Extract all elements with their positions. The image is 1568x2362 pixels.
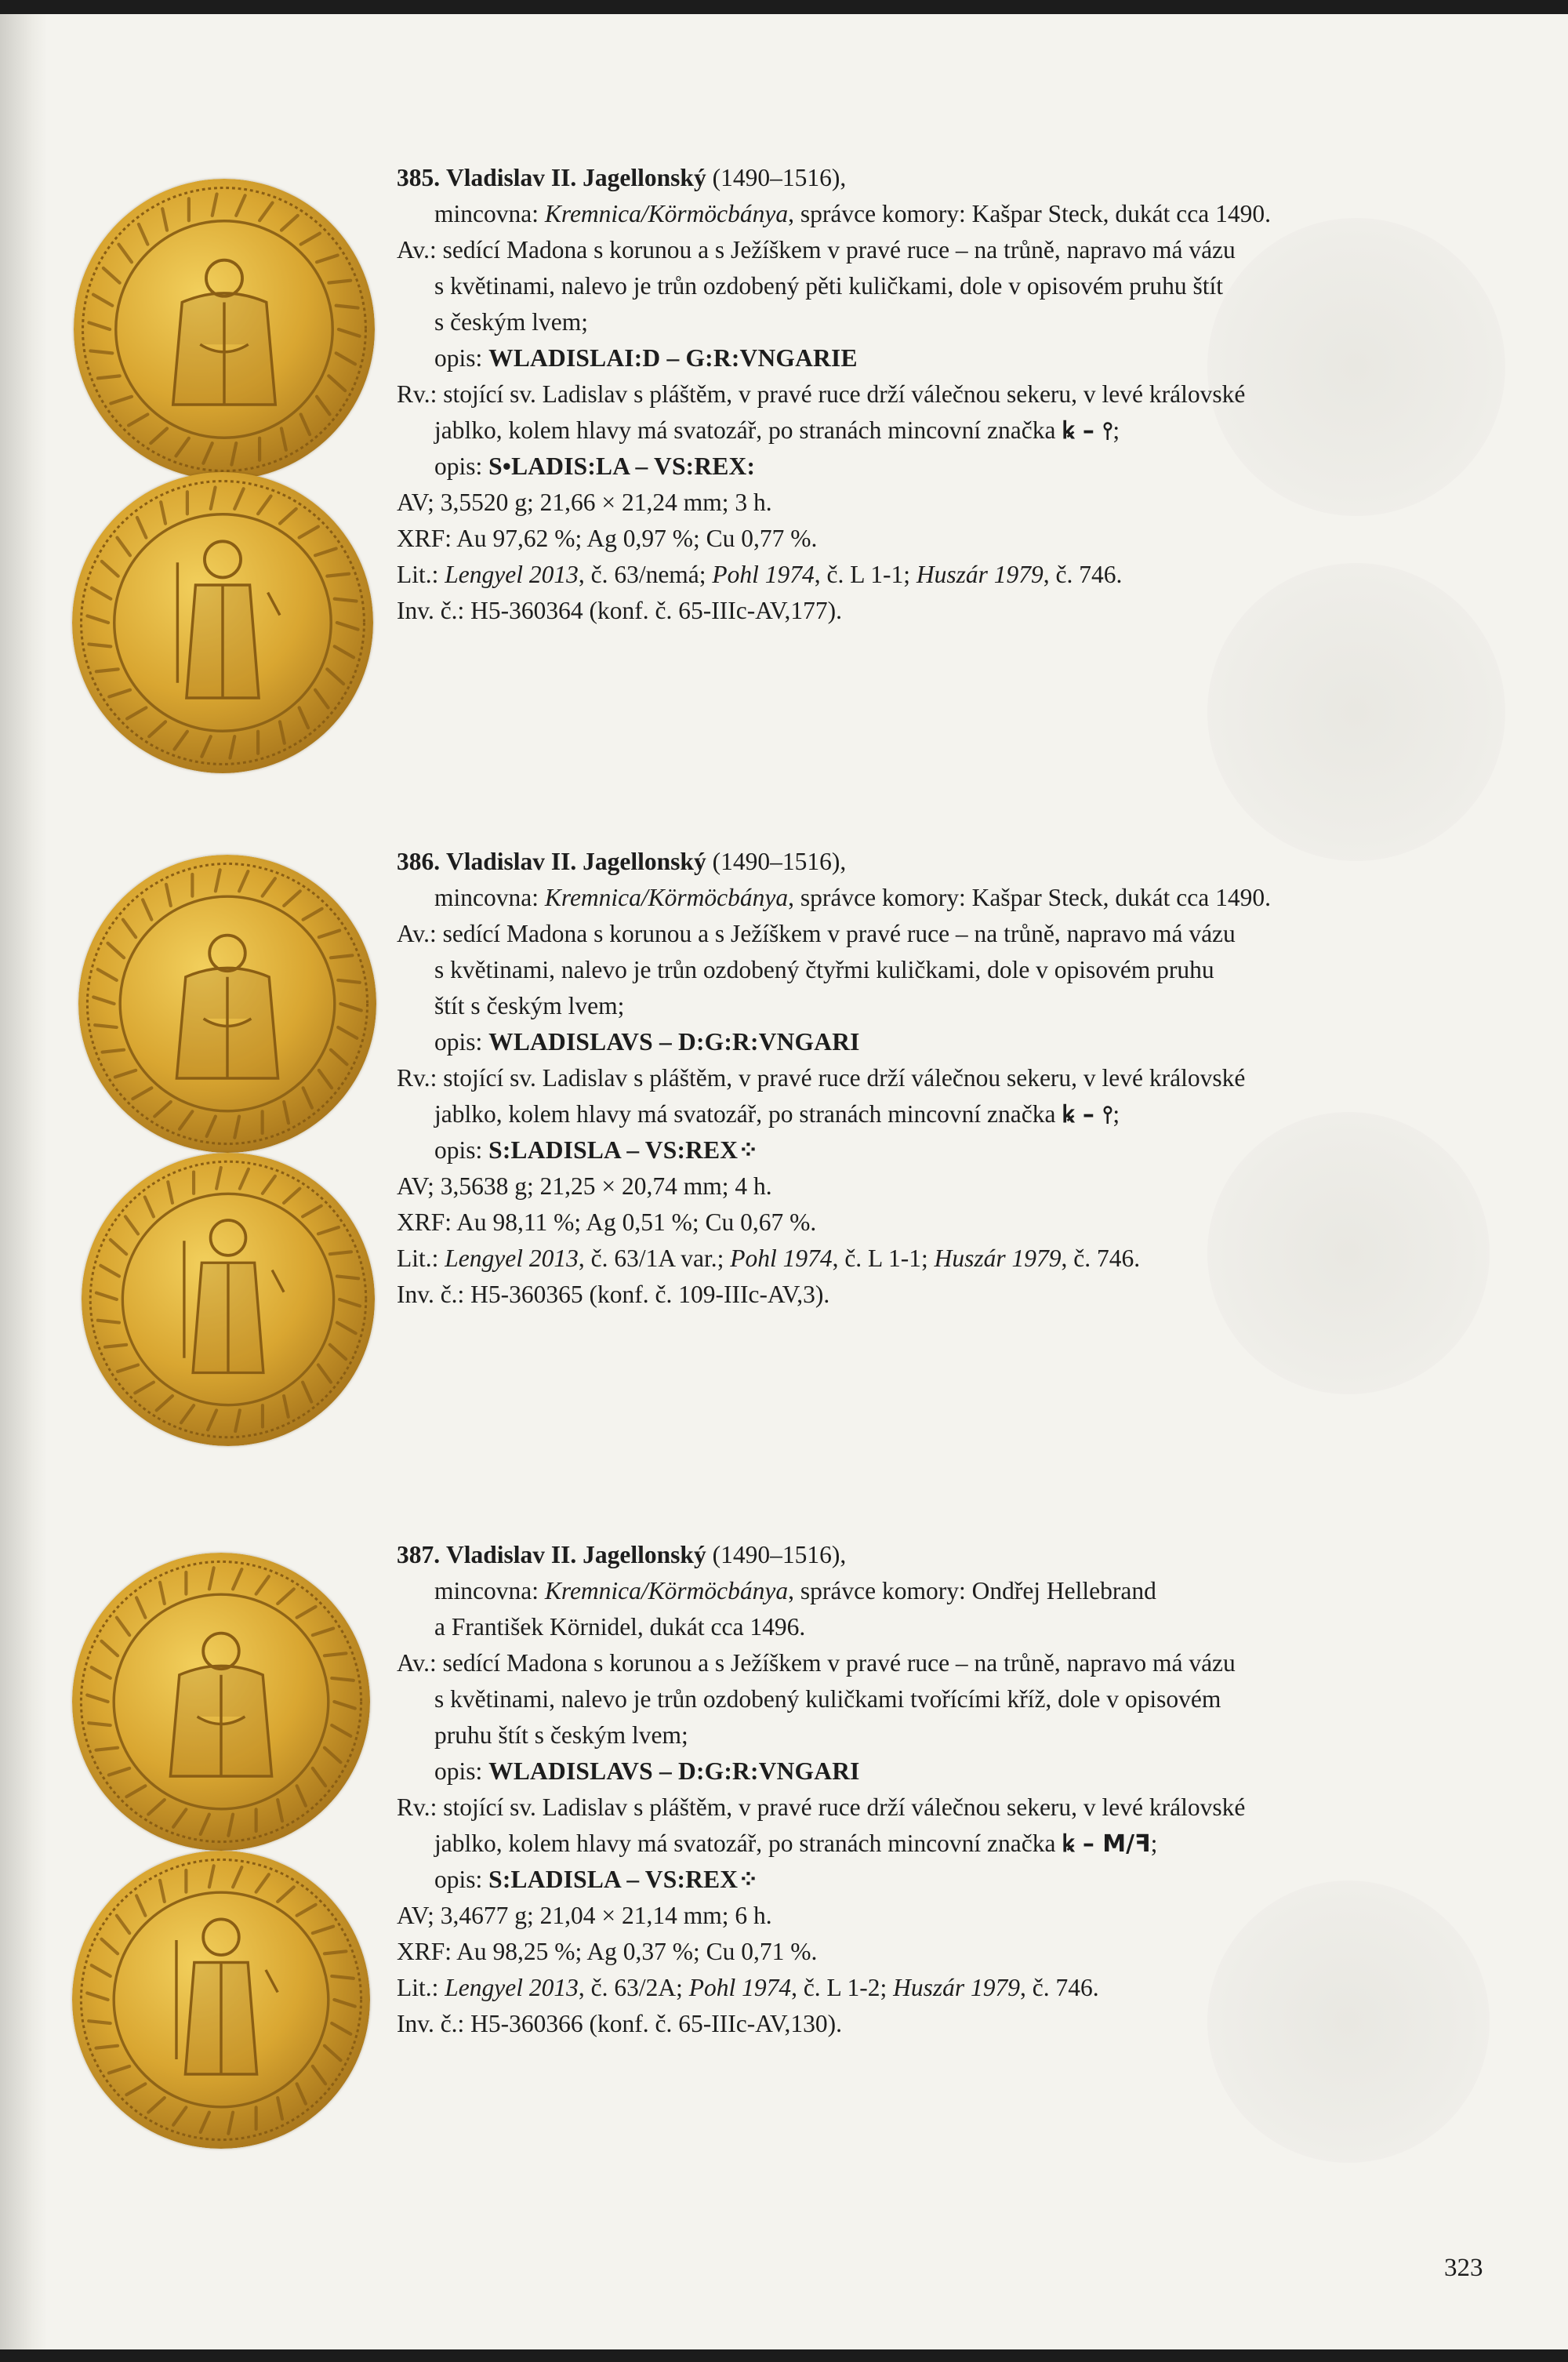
reverse-text-end: ; <box>1112 416 1120 444</box>
obverse-line-continued <box>434 952 1214 988</box>
inventory-number: Inv. č.: H5-360364 (konf. č. 65-IIIc-AV,177). <box>397 597 843 624</box>
reverse-label: Rv.: <box>397 1793 437 1821</box>
obverse-text: s květinami, nalevo je trůn ozdobený pěti kuličkami, dole v opisovém pruhu štít <box>434 272 1224 300</box>
entry-title <box>397 1537 846 1573</box>
bleed-through-coin <box>1207 1112 1490 1394</box>
obverse-label: Av.: <box>397 236 437 263</box>
literature-ref-detail: , č. L 1-1; <box>832 1245 928 1272</box>
obverse-line-continued <box>434 988 624 1024</box>
reverse-line-continued <box>434 412 1120 449</box>
obverse-text: pruhu štít s českým lvem; <box>434 1721 688 1749</box>
literature-ref-detail: , č. 63/nemá; <box>578 561 706 588</box>
catalog-page <box>0 14 1568 2349</box>
metrology-line <box>397 485 772 521</box>
obverse-legend-line <box>434 340 858 376</box>
legend-label: opis: <box>434 1866 483 1893</box>
reverse-line-continued <box>434 1096 1120 1132</box>
inventory-number: Inv. č.: H5-360365 (konf. č. 109-IIIc-AV,3). <box>397 1281 830 1308</box>
inventory-line <box>397 593 842 629</box>
obverse-legend: WLADISLAVS – D:G:R:VNGARI <box>488 1757 860 1785</box>
coin-386-obverse <box>78 855 376 1153</box>
reign-years: (1490–1516), <box>712 164 847 191</box>
reign-years: (1490–1516), <box>712 1541 847 1568</box>
xrf-analysis: XRF: Au 98,11 %; Ag 0,51 %; Cu 0,67 %. <box>397 1208 817 1236</box>
literature-label: Lit.: <box>397 561 439 588</box>
reverse-legend-line <box>434 1862 759 1898</box>
legend-label: opis: <box>434 344 483 372</box>
reverse-text: stojící sv. Ladislav s pláštěm, v pravé ruce drží válečnou sekeru, v levé královské <box>443 1793 1246 1821</box>
literature-ref: Lengyel 2013 <box>445 1245 579 1272</box>
obverse-legend: WLADISLAI:D – G:R:VNGARIE <box>488 344 858 372</box>
ruler-name: Vladislav II. Jagellonský <box>446 1541 706 1568</box>
reverse-legend-line <box>434 449 755 485</box>
bleed-through-coin <box>1207 1881 1490 2163</box>
literature-ref-detail: , č. 746. <box>1020 1974 1099 2001</box>
mint-mark: ꝃ – M/ꟻ <box>1062 1830 1151 1858</box>
reverse-line <box>397 1790 1245 1826</box>
mint-line <box>434 1573 1156 1609</box>
legend-label: opis: <box>434 1136 483 1164</box>
reverse-line <box>397 1060 1245 1096</box>
obverse-text: sedící Madona s korunou a s Ježíškem v pravé ruce – na trůně, napravo má vázu <box>442 920 1236 947</box>
literature-label: Lit.: <box>397 1245 439 1272</box>
mint-mark: ꝃ – ⫯ <box>1062 1101 1113 1128</box>
obverse-text: štít s českým lvem; <box>434 992 625 1019</box>
entry-number: 387. <box>397 1541 441 1568</box>
mint-line <box>434 196 1271 232</box>
obverse-line-continued <box>434 1717 688 1753</box>
obverse-line-continued <box>434 304 588 340</box>
literature-line <box>397 557 1122 593</box>
reverse-label: Rv.: <box>397 380 437 408</box>
reverse-text: stojící sv. Ladislav s pláštěm, v pravé ruce drží válečnou sekeru, v levé královské <box>443 1064 1246 1092</box>
inventory-line <box>397 1277 829 1313</box>
coin-386-reverse <box>82 1153 375 1446</box>
mint-name: Kremnica/Körmöcbánya <box>544 200 789 227</box>
coin-387-reverse <box>72 1851 370 2149</box>
ruler-name: Vladislav II. Jagellonský <box>446 164 706 191</box>
obverse-line <box>397 916 1236 952</box>
reverse-text: jablko, kolem hlavy má svatozář, po stranách mincovní značka <box>434 416 1056 444</box>
metrology: AV; 3,5638 g; 21,25 × 20,74 mm; 4 h. <box>397 1172 772 1200</box>
obverse-legend-line <box>434 1024 860 1060</box>
metrology: AV; 3,4677 g; 21,04 × 21,14 mm; 6 h. <box>397 1902 772 1929</box>
literature-line <box>397 1241 1140 1277</box>
xrf-analysis: XRF: Au 97,62 %; Ag 0,97 %; Cu 0,77 %. <box>397 525 818 552</box>
entry-number: 385. <box>397 164 441 191</box>
reverse-text: jablko, kolem hlavy má svatozář, po stranách mincovní značka <box>434 1100 1056 1128</box>
literature-ref-detail: , č. 63/2A; <box>578 1974 683 2001</box>
reverse-text-end: ; <box>1150 1830 1158 1857</box>
mint-name: Kremnica/Körmöcbánya <box>544 884 789 911</box>
mint-line-continued <box>434 1609 805 1645</box>
metrology: AV; 3,5520 g; 21,66 × 21,24 mm; 3 h. <box>397 489 772 516</box>
mint-details-continued: a František Körnidel, dukát cca 1496. <box>434 1613 806 1641</box>
xrf-analysis: XRF: Au 98,25 %; Ag 0,37 %; Cu 0,71 %. <box>397 1938 818 1965</box>
literature-ref-detail: , č. 746. <box>1043 561 1123 588</box>
literature-ref: Huszár 1979 <box>893 1974 1021 2001</box>
mint-details: , správce komory: Kašpar Steck, dukát cca 1490. <box>788 884 1271 911</box>
literature-ref: Pohl 1974 <box>712 561 815 588</box>
literature-ref: Huszár 1979 <box>916 561 1044 588</box>
page-number: 323 <box>1444 2254 1483 2282</box>
inventory-number: Inv. č.: H5-360366 (konf. č. 65-IIIc-AV,130). <box>397 2010 843 2037</box>
literature-ref-detail: , č. L 1-1; <box>814 561 910 588</box>
xrf-line <box>397 521 817 557</box>
reverse-line <box>397 376 1245 412</box>
reign-years: (1490–1516), <box>712 848 847 875</box>
literature-line <box>397 1970 1099 2006</box>
literature-ref-detail: , č. 63/1A var.; <box>578 1245 724 1272</box>
literature-label: Lit.: <box>397 1974 439 2001</box>
entry-title <box>397 160 846 196</box>
literature-ref-detail: , č. 746. <box>1061 1245 1141 1272</box>
literature-ref: Pohl 1974 <box>688 1974 792 2001</box>
literature-ref: Huszár 1979 <box>934 1245 1062 1272</box>
metrology-line <box>397 1168 772 1205</box>
obverse-text: s květinami, nalevo je trůn ozdobený čtyřmi kuličkami, dole v opisovém pruhu <box>434 956 1214 983</box>
obverse-line <box>397 1645 1236 1681</box>
mint-name: Kremnica/Körmöcbánya <box>544 1577 789 1604</box>
literature-ref: Lengyel 2013 <box>445 561 579 588</box>
xrf-line <box>397 1205 816 1241</box>
obverse-text: sedící Madona s korunou a s Ježíškem v pravé ruce – na trůně, napravo má vázu <box>442 236 1236 263</box>
obverse-label: Av.: <box>397 920 437 947</box>
bleed-through-coin <box>1207 218 1505 516</box>
legend-label: opis: <box>434 452 483 480</box>
obverse-label: Av.: <box>397 1649 437 1677</box>
entry-number: 386. <box>397 848 441 875</box>
obverse-line-continued <box>434 1681 1221 1717</box>
obverse-text: s květinami, nalevo je trůn ozdobený kuličkami tvořícími kříž, dole v opisovém <box>434 1685 1221 1713</box>
metrology-line <box>397 1898 772 1934</box>
reverse-legend-line <box>434 1132 759 1168</box>
ruler-name: Vladislav II. Jagellonský <box>446 848 706 875</box>
coin-385-obverse <box>74 179 375 480</box>
reverse-line-continued <box>434 1826 1157 1862</box>
mint-label: mincovna: <box>434 884 539 911</box>
bleed-through-coin <box>1207 563 1505 861</box>
coin-387-obverse <box>72 1553 370 1851</box>
literature-ref: Pohl 1974 <box>730 1245 833 1272</box>
legend-label: opis: <box>434 1028 483 1056</box>
mint-label: mincovna: <box>434 200 539 227</box>
xrf-line <box>397 1934 817 1970</box>
reverse-label: Rv.: <box>397 1064 437 1092</box>
coin-385-reverse <box>72 472 373 773</box>
obverse-text: s českým lvem; <box>434 308 588 336</box>
reverse-text: jablko, kolem hlavy má svatozář, po stranách mincovní značka <box>434 1830 1056 1857</box>
mint-mark: ꝃ – ⫯ <box>1062 417 1113 445</box>
obverse-line-continued <box>434 268 1223 304</box>
mint-line <box>434 880 1271 916</box>
obverse-legend: WLADISLAVS – D:G:R:VNGARI <box>488 1028 860 1056</box>
obverse-legend-line <box>434 1753 860 1790</box>
literature-ref: Lengyel 2013 <box>445 1974 579 2001</box>
mint-details: , správce komory: Ondřej Hellebrand <box>788 1577 1156 1604</box>
literature-ref-detail: , č. L 1-2; <box>791 1974 887 2001</box>
reverse-text-end: ; <box>1112 1100 1120 1128</box>
legend-label: opis: <box>434 1757 483 1785</box>
obverse-line <box>397 232 1236 268</box>
mint-details: , správce komory: Kašpar Steck, dukát cca 1490. <box>788 200 1271 227</box>
inventory-line <box>397 2006 842 2042</box>
reverse-text: stojící sv. Ladislav s pláštěm, v pravé ruce drží válečnou sekeru, v levé královské <box>443 380 1246 408</box>
mint-label: mincovna: <box>434 1577 539 1604</box>
obverse-text: sedící Madona s korunou a s Ježíškem v pravé ruce – na trůně, napravo má vázu <box>442 1649 1236 1677</box>
entry-title <box>397 844 846 880</box>
reverse-legend: S:LADISLA – VS:REX⁘ <box>488 1866 759 1893</box>
reverse-legend: S:LADISLA – VS:REX⁘ <box>488 1136 759 1164</box>
reverse-legend: S•LADIS:LA – VS:REX: <box>488 452 756 480</box>
